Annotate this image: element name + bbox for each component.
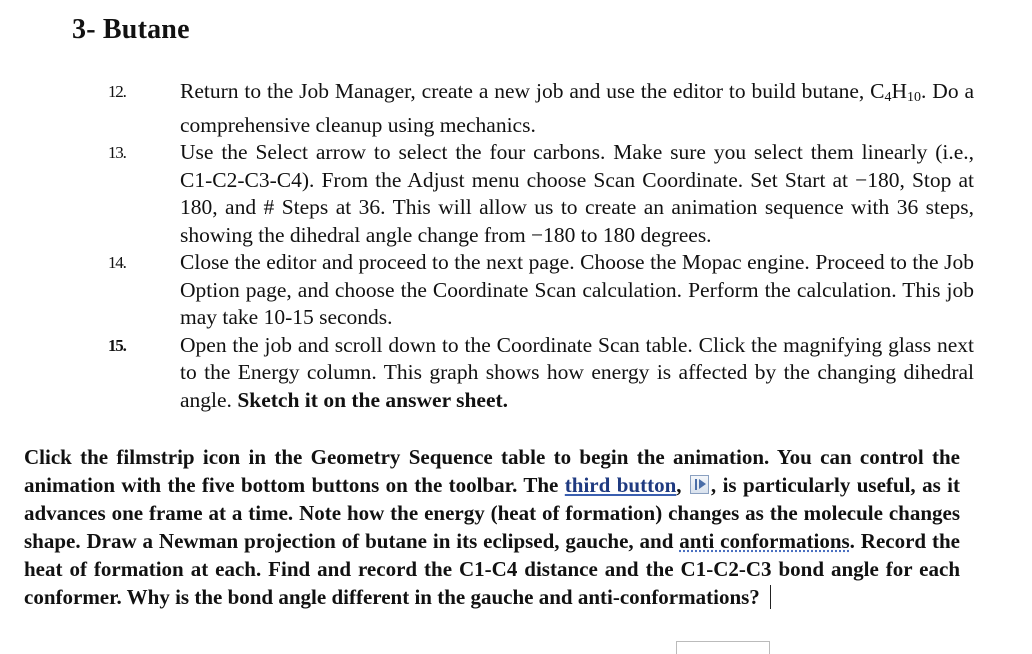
- anti-conformations-text: anti conformations: [679, 529, 850, 553]
- list-item: [108, 249, 974, 332]
- step-number: 15.: [108, 335, 126, 355]
- step-number: 13.: [108, 143, 126, 162]
- text-cursor: [770, 585, 771, 609]
- step-text-part: H: [891, 79, 908, 103]
- subscript: 4: [884, 90, 892, 105]
- step-text: [180, 332, 974, 415]
- third-button-link[interactable]: third button: [564, 473, 677, 497]
- partial-box: [676, 641, 770, 654]
- list-item: [108, 78, 974, 139]
- step-forward-icon: [690, 475, 709, 494]
- step-text: Close the editor and proceed to the next page. Choose the Mopac engine. Proceed to the Job Option page, and choose the Coordinate Scan calculation. Perform the calculation. This job may take 10-15 seconds.: [180, 250, 974, 329]
- step-text-part: Open the job and scroll down to the Coordinate Scan table. Click the magnifying glass next to the Energy column. This graph shows how energy is affected by the changing dihedral angle.: [180, 332, 974, 412]
- step-bold-text: Sketch it on the answer sheet.: [237, 387, 509, 412]
- subscript: 10: [907, 90, 922, 105]
- section-heading: 3- Butane: [72, 14, 190, 45]
- step-number: 12.: [108, 82, 126, 101]
- animation-instructions: [24, 443, 960, 611]
- step-text: [180, 78, 974, 139]
- step-text-part: . Do a comprehensive cleanup using mechanics.: [180, 79, 974, 137]
- step-text: Use the Select arrow to select the four carbons. Make sure you select them linearly (i.e., C1-C2-C3-C4). From the Adjust menu choose Scan Coordinate. Set Start at −180, Stop at 180, and # Steps at 36. This will allow us to create an animation sequence with 36 steps, showing the dihedral angle change from −180 to 180 degrees.: [180, 140, 974, 247]
- step-number: 14.: [108, 253, 126, 272]
- step-text-part: Return to the Job Manager, create a new job and use the editor to build butane, C: [180, 79, 885, 103]
- paragraph-part: Click the filmstrip icon in the Geometry Sequence table to begin the animation. You can control the animation with the five bottom buttons on the toolbar. The: [24, 445, 960, 497]
- paragraph-part: , is particularly useful, as it advances one frame at a time. Note how the energy (heat of formation) changes as the molecule changes shape. Draw a Newman projection of butane in its eclipsed, gauche, and: [24, 473, 961, 553]
- paragraph-part: . Record the heat of formation at each. Find and record the C1-C4 distance and the C1-C2-C3 bond angle for each conformer. Why is the bond angle different in the gauche and anti-conformations?: [24, 529, 960, 609]
- list-item: [108, 332, 974, 415]
- paragraph-part: ,: [676, 473, 682, 497]
- list-item: [108, 139, 974, 249]
- instruction-list: [108, 78, 974, 414]
